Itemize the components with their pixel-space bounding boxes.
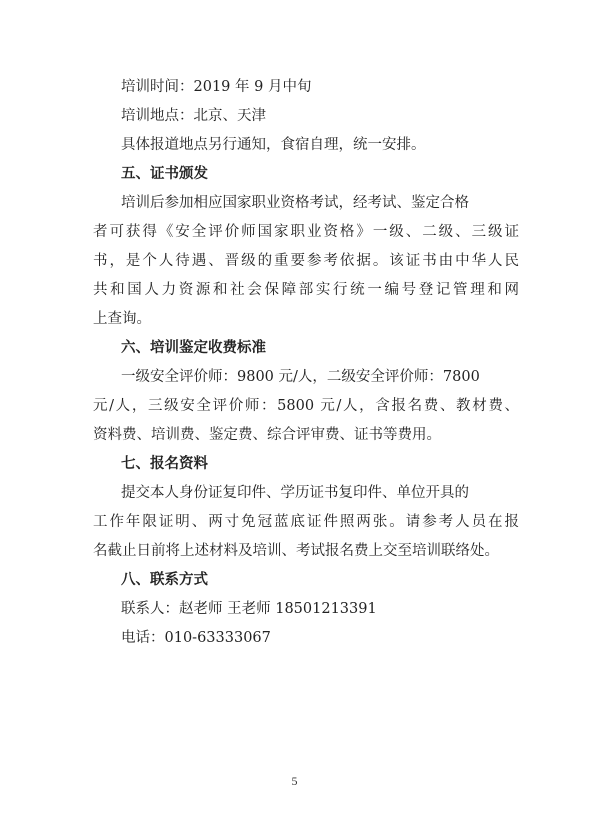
paragraph-line: 培训后参加相应国家职业资格考试，经考试、鉴定合格 xyxy=(121,195,469,211)
paragraph-line: 上查询。 xyxy=(93,311,151,327)
paragraph-line: 书，是个人待遇、晋级的重要参考依据。该证书由中华人民 xyxy=(93,253,519,269)
training-time: 培训时间：2019 年 9 月中旬 xyxy=(121,79,312,95)
paragraph-line: 名截止日前将上述材料及培训、考试报名费上交至培训联络处。 xyxy=(93,543,499,559)
paragraph-line: 提交本人身份证复印件、学历证书复印件、单位开具的 xyxy=(121,485,469,501)
section-heading-certificate: 五、证书颁发 xyxy=(121,166,208,182)
paragraph-line: 一级安全评价师：9800 元/人，二级安全评价师：7800 xyxy=(121,369,480,385)
paragraph-line: 者可获得《安全评价师国家职业资格》一级、二级、三级证 xyxy=(93,224,519,240)
page-number: 5 xyxy=(291,774,298,788)
registration-note: 具体报道地点另行通知，食宿自理，统一安排。 xyxy=(121,137,426,153)
section-heading-fees: 六、培训鉴定收费标准 xyxy=(121,340,266,356)
paragraph-line: 元/人，三级安全评价师：5800 元/人，含报名费、教材费、 xyxy=(93,398,519,414)
contact-person: 联系人：赵老师 王老师 18501213391 xyxy=(121,601,377,617)
contact-phone: 电话：010-63333067 xyxy=(121,630,271,646)
paragraph-line: 工作年限证明、两寸免冠蓝底证件照两张。请参考人员在报 xyxy=(93,514,519,530)
training-location: 培训地点：北京、天津 xyxy=(121,108,266,124)
paragraph-line: 资料费、培训费、鉴定费、综合评审费、证书等费用。 xyxy=(93,427,441,443)
paragraph-line: 共和国人力资源和社会保障部实行统一编号登记管理和网 xyxy=(93,282,519,298)
section-heading-contact: 八、联系方式 xyxy=(121,572,208,588)
section-heading-registration-materials: 七、报名资料 xyxy=(121,456,208,472)
